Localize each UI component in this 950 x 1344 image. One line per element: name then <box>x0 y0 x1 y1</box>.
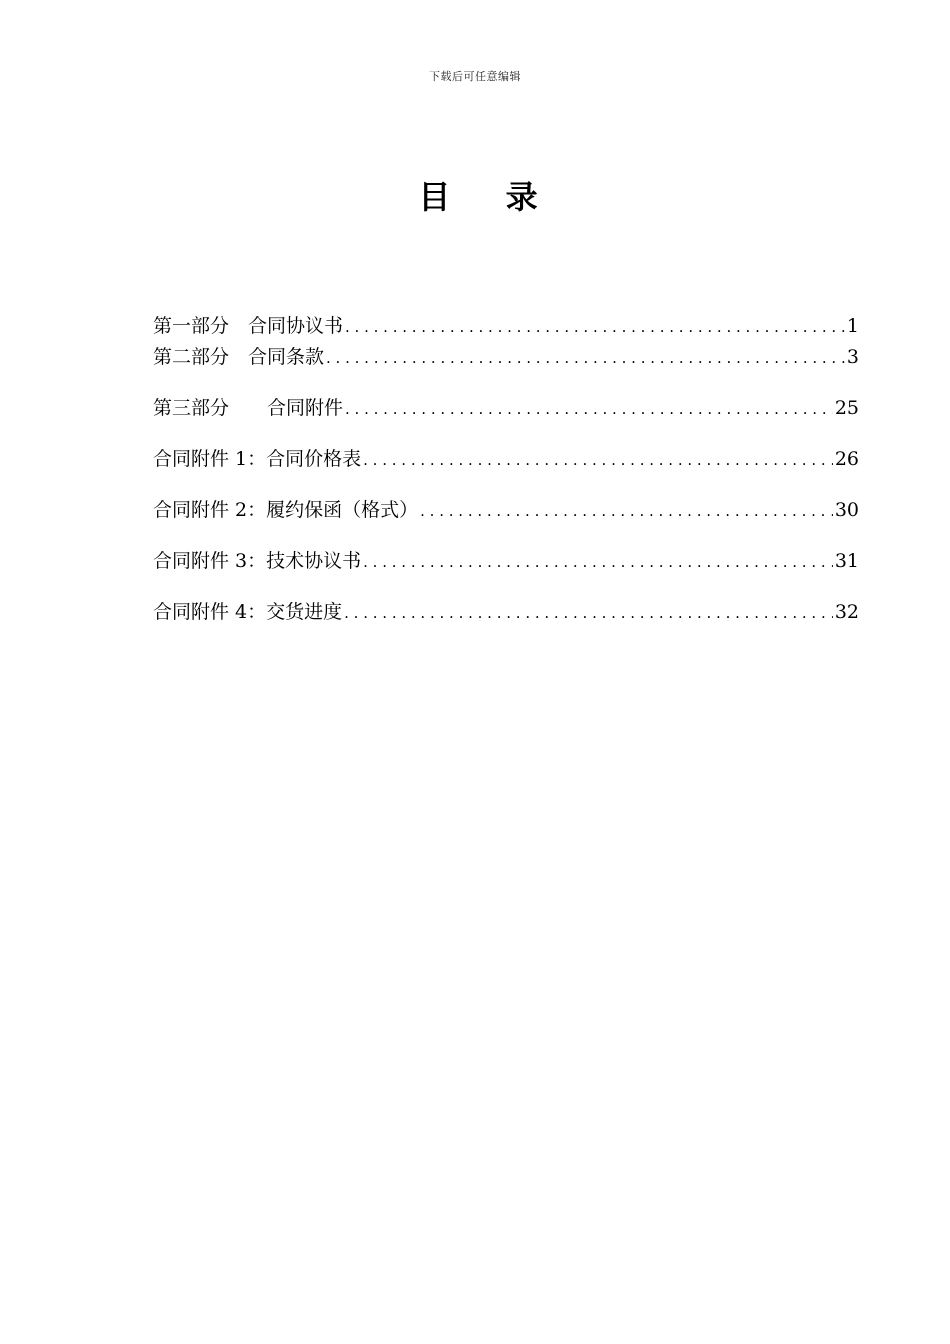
toc-dot-leader <box>345 315 845 339</box>
toc-entry-label: 合同附件 2：履约保函（格式） <box>153 499 419 521</box>
toc-entry-label: 第二部分 合同条款 <box>153 346 325 368</box>
toc-dot-leader <box>363 550 833 574</box>
toc-dot-leader <box>420 499 833 523</box>
toc-entry-annex-1[interactable] <box>153 447 859 472</box>
toc-dot-leader <box>326 346 845 370</box>
toc-page-number: 26 <box>834 448 859 470</box>
toc-page-number: 3 <box>846 346 859 368</box>
toc-entry-label: 合同附件 3：技术协议书 <box>153 550 362 572</box>
toc-page-number: 25 <box>834 397 859 419</box>
toc-entry-annex-4[interactable] <box>153 600 859 625</box>
toc-entry-annex-2[interactable] <box>153 498 859 523</box>
toc-entry-part-1[interactable] <box>153 314 859 339</box>
toc-entry-annex-3[interactable] <box>153 549 859 574</box>
toc-dot-leader <box>345 397 833 421</box>
toc-entry-part-3[interactable] <box>153 396 859 421</box>
toc-entry-part-2[interactable] <box>153 345 859 370</box>
table-of-contents <box>153 0 859 700</box>
toc-page-number: 32 <box>834 601 859 623</box>
toc-entry-label: 第三部分 合同附件 <box>153 397 344 419</box>
toc-page-number: 31 <box>834 550 859 572</box>
toc-dot-leader <box>363 448 833 472</box>
page-title: 目 录 <box>418 178 560 216</box>
toc-entry-label: 第一部分 合同协议书 <box>153 315 344 337</box>
toc-page-number: 30 <box>834 499 859 521</box>
toc-dot-leader <box>344 601 833 625</box>
page-header-note: 下载后可任意编辑 <box>429 70 521 83</box>
toc-page-number: 1 <box>846 315 859 337</box>
toc-entry-label: 合同附件 4：交货进度 <box>153 601 343 623</box>
toc-entry-label: 合同附件 1：合同价格表 <box>153 448 362 470</box>
